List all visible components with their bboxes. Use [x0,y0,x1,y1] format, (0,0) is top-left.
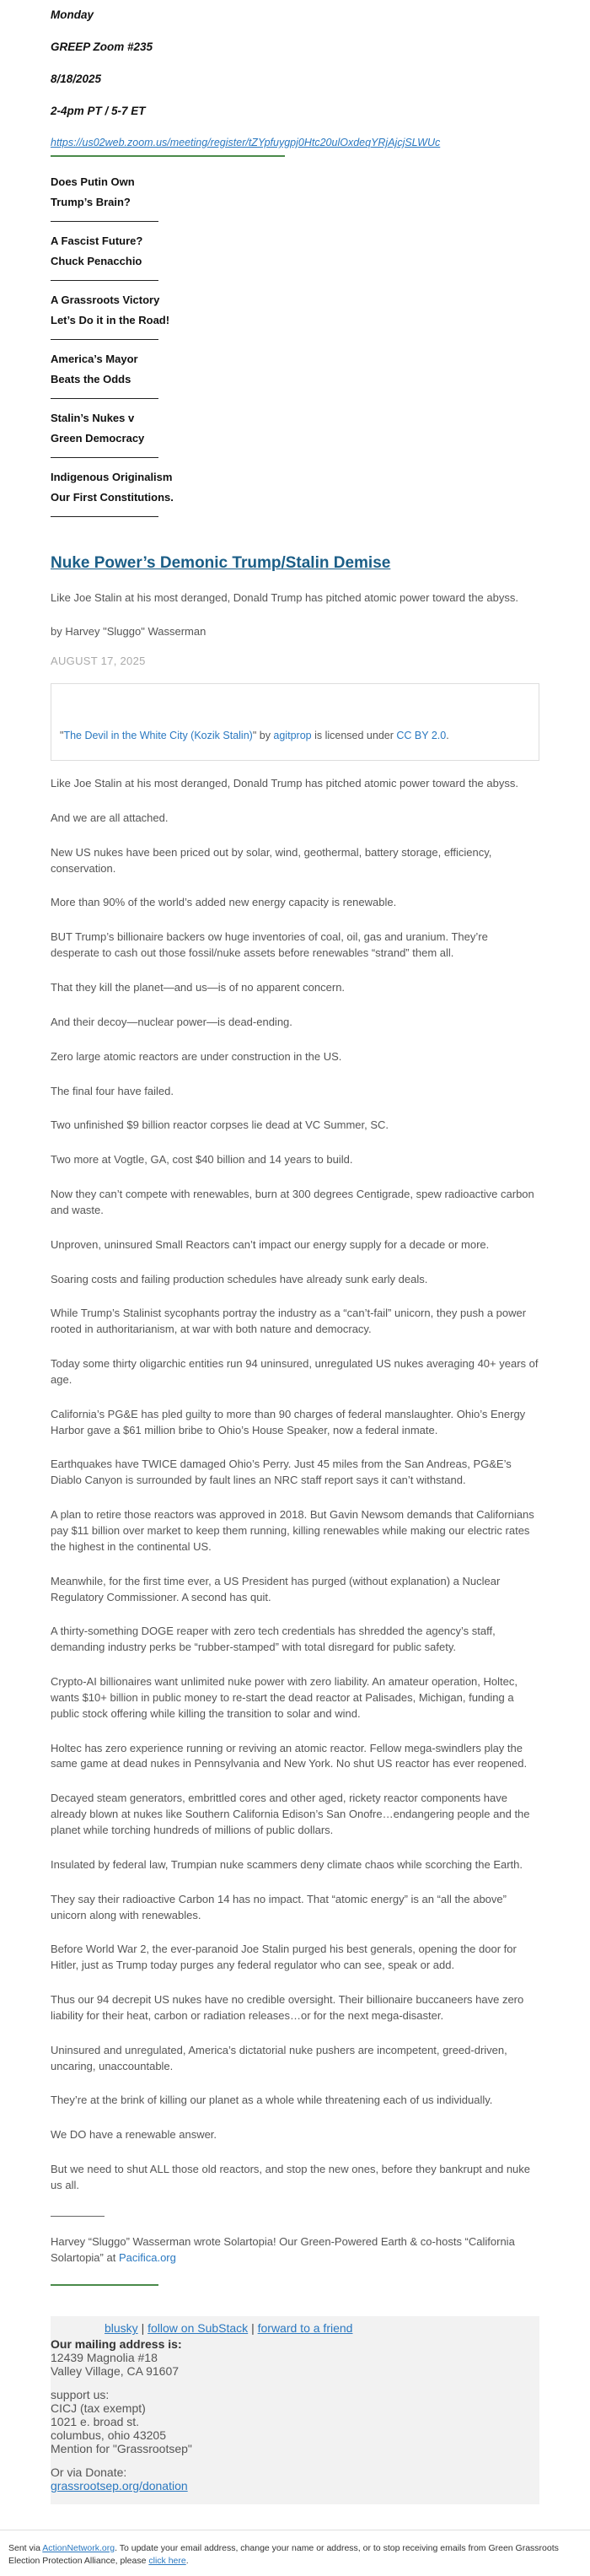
article-paragraph: Earthquakes have TWICE damaged Ohio’s Perry. Just 45 miles from the San Andreas, PG&E’s Diablo Canyon is surrounded by fault lines an NRC staff report says it can’t withstand. [51,1458,512,1487]
notice-text: . [185,2555,189,2566]
article-paragraph: California’s PG&E has pled guilty to more than 90 charges of federal manslaughter. Ohio’s Energy Harbor gave a $61 million bribe to Ohio’s House Speaker, now a federal inmate. [51,1407,526,1436]
mailing-label: Our mailing address is: [51,2336,182,2351]
license-link[interactable]: CC BY 2.0 [396,730,447,742]
divider [51,449,539,467]
article-paragraph: Crypto-AI billionaires want unlimited nuke power with zero liability. An amateur operation, Holtec, wants $10+ billion in public money to re-start the dead reactor at Palisades, Michigan, funding a public stock offering while killing the transition to solar and wind. [51,1675,518,1720]
topic-line: America’s Mayor [51,353,138,365]
bio-text: Harvey “Sluggo” Wasserman wrote Solartopia! Our Green-Powered Earth & co-hosts “California Solartopia” at [51,2234,515,2264]
image-caption-box [51,683,539,761]
article-paragraph: While Trump’s Stalinist sycophants portray the industry as a “can’t-fail” unicorn, they push a power rooted in authoritarianism, at war with both nature and democracy. [51,1307,527,1336]
support-line: Mention for "Grassrootsep" [51,2441,192,2455]
article-paragraph: Meanwhile, for the first time ever, a US President has purged (without explanation) a Nuclear Regulatory Commissioner. A second has quit. [51,1574,501,1603]
article-paragraph: That they kill the planet—and us—is of no apparent concern. [51,980,346,994]
author-bio [51,2234,539,2266]
address-line: Valley Village, CA 91607 [51,2363,180,2378]
donate-link[interactable]: grassrootsep.org/donation [51,2478,188,2492]
footer-links [51,2320,539,2336]
link-separator: | [137,2321,148,2336]
topic-item [51,231,539,272]
topic-line: A Fascist Future? [51,234,143,247]
image-credit [60,728,449,743]
caption-text: by [256,730,274,742]
event-date: 8/18/2025 [51,73,102,85]
quote-mark: " [60,730,64,742]
donate-label: Or via Donate: [51,2465,127,2479]
topic-item [51,467,539,508]
article-paragraph: And we are all attached. [51,811,169,824]
article-paragraph: Holtec has zero experience running or reviving an atomic reactor. Fellow mega-swindlers play the same game at dead nukes in Pennsylvania and New York. No shut US reactor has ever reopened. [51,1741,528,1770]
article-paragraph: BUT Trump’s billionaire backers ow huge inventories of coal, oil, gas and uranium. They’re desperate to cash out those fossil/nuke assets before renewables “strand” them all. [51,930,488,960]
article-paragraph: Soaring costs and failing production schedules have already sunk early deals. [51,1272,428,1285]
pacifica-link[interactable]: Pacifica.org [118,2250,176,2264]
article-paragraph: They’re at the brink of killing our planet as a whole while threatening each of us individually. [51,2094,493,2107]
bluesky-link[interactable]: blusky [105,2321,138,2336]
topic-line: Green Democracy [51,432,145,445]
topic-item [51,172,539,213]
support-line: columbus, ohio 43205 [51,2428,166,2442]
divider [51,508,539,526]
article-body [51,776,539,2194]
article-paragraph: Unproven, uninsured Small Reactors can’t impact our energy supply for a decade or more. [51,1237,490,1251]
topic-line: Indigenous Originalism [51,471,173,483]
article-paragraph: A plan to retire those reactors was approved in 2018. But Gavin Newsom demands that Californians pay $11 billion over market to keep them running, killing renewables while making our electric rates the highest in the continental US. [51,1508,534,1553]
event-name: GREEP Zoom #235 [51,40,153,53]
topic-item [51,408,539,449]
article-paragraph: Today some thirty oligarchic entities run 94 uninsured, unregulated US nukes averaging 40+ years of age. [51,1357,539,1386]
footer [51,2316,539,2503]
caption-text: is licensed under [311,730,397,742]
article-paragraph: And their decoy—nuclear power—is dead-ending. [51,1015,292,1028]
divider [51,2212,539,2223]
actionnetwork-link[interactable]: ActionNetwork.org [42,2542,115,2553]
image-author-link[interactable]: agitprop [273,730,312,742]
article-paragraph: We DO have a renewable answer. [51,2128,217,2142]
topic-item [51,290,539,331]
email-body [51,0,539,2504]
topic-list [51,172,539,526]
topic-line: Beats the Odds [51,373,131,385]
topic-line: Stalin’s Nukes v [51,412,135,424]
topic-line: Let’s Do it in the Road! [51,314,170,326]
topic-line: A Grassroots Victory [51,294,160,306]
article-paragraph: Decayed steam generators, embrittled cores and other aged, rickety reactor components have already blown at nukes like Southern California Edison’s San Onofre…endangering people and the planet while torching hundreds of millions of public dollars. [51,1792,530,1836]
article-paragraph: Like Joe Stalin at his most deranged, Donald Trump has pitched atomic power toward the abyss. [51,777,518,790]
image-source-link[interactable]: The Devil in the White City (Kozik Stalin) [63,730,253,742]
article-paragraph: New US nukes have been priced out by solar, wind, geothermal, battery storage, efficiency, conservation. [51,845,492,875]
manage-subscription-link[interactable]: click here [148,2555,186,2566]
support-line: CICJ (tax exempt) [51,2401,146,2415]
notice-text: . To update your email address, change your name or address, or to stop receiving emails from Green Grassroots Election Protection Alliance, please [8,2542,559,2566]
article-paragraph: Two unfinished $9 billion reactor corpses lie dead at VC Summer, SC. [51,1118,389,1132]
divider [51,2276,539,2294]
divider [51,390,539,408]
forward-link[interactable]: forward to a friend [257,2321,353,2336]
article-paragraph: But we need to shut ALL those old reactors, and stop the new ones, before they bankrupt and nuke us all. [51,2163,531,2191]
link-separator: | [248,2321,258,2336]
article-paragraph: The final four have failed. [51,1084,174,1097]
caption-text: . [446,730,449,742]
article-paragraph: Uninsured and unregulated, America’s dictatorial nuke pushers are incompetent, greed-driven, uncaring, unaccountable. [51,2043,507,2072]
article-paragraph: Two more at Vogtle, GA, cost $40 billion and 14 years to build. [51,1153,353,1167]
topic-line: Chuck Penacchio [51,255,142,267]
topic-line: Our First Constitutions. [51,491,174,504]
topic-line: Trump’s Brain? [51,196,131,208]
address-line: 12439 Magnolia #18 [51,2350,158,2364]
divider [51,331,539,349]
support-label: support us: [51,2387,110,2401]
zoom-register-link[interactable]: https://us02web.zoom.us/meeting/register/tZYpfuygpj0Htc20ulOxdeqYRjAjcjSLWUc [51,137,441,148]
article-paragraph: A thirty-something DOGE reaper with zero tech credentials has shredded the agency’s staff, demanding industry perks be “rubber-stamped” with total disregard for public safety. [51,1625,496,1654]
article-paragraph: They say their radioactive Carbon 14 has no impact. That “atomic energy” is an “all the above” unicorn along with renewables. [51,1892,507,1921]
article-intro: Like Joe Stalin at his most deranged, Donald Trump has pitched atomic power toward the abyss. [51,590,518,604]
notice-text: Sent via [8,2542,43,2553]
mailing-address [51,2337,539,2492]
divider [51,272,539,290]
article-paragraph: Thus our 94 decrepit US nukes have no credible oversight. Their billionaire buccaneers have zero liability for their heat, carbon or radiation releases…or for the next mega-disaster. [51,1993,524,2022]
article-paragraph: Before World War 2, the ever-paranoid Joe Stalin purged his best generals, opening the door for Hitler, just as Trump today purges any federal regulator who can see, speak or add. [51,1943,517,1972]
unsubscribe-notice [0,2530,590,2576]
event-day: Monday [51,8,94,21]
article-paragraph: Now they can’t compete with renewables, burn at 300 degrees Centigrade, spew radioactive carbon and waste. [51,1188,534,1216]
support-line: 1021 e. broad st. [51,2414,140,2428]
article-paragraph: More than 90% of the world’s added new energy capacity is renewable. [51,896,397,909]
substack-link[interactable]: follow on SubStack [148,2321,249,2336]
event-time: 2-4pm PT / 5-7 ET [51,105,146,117]
article-paragraph: Zero large atomic reactors are under construction in the US. [51,1049,342,1063]
topic-item [51,349,539,390]
divider [51,213,539,231]
event-header [51,0,539,154]
article-paragraph: Insulated by federal law, Trumpian nuke scammers deny climate chaos while scorching the Earth. [51,1857,523,1871]
quote-mark: " [252,730,257,742]
article-title-link[interactable]: Nuke Power’s Demonic Trump/Stalin Demise [51,554,391,572]
article-byline: by Harvey "Sluggo" Wasserman [51,625,206,639]
topic-line: Does Putin Own [51,175,135,188]
divider [51,154,539,172]
article-date: AUGUST 17, 2025 [51,655,146,668]
